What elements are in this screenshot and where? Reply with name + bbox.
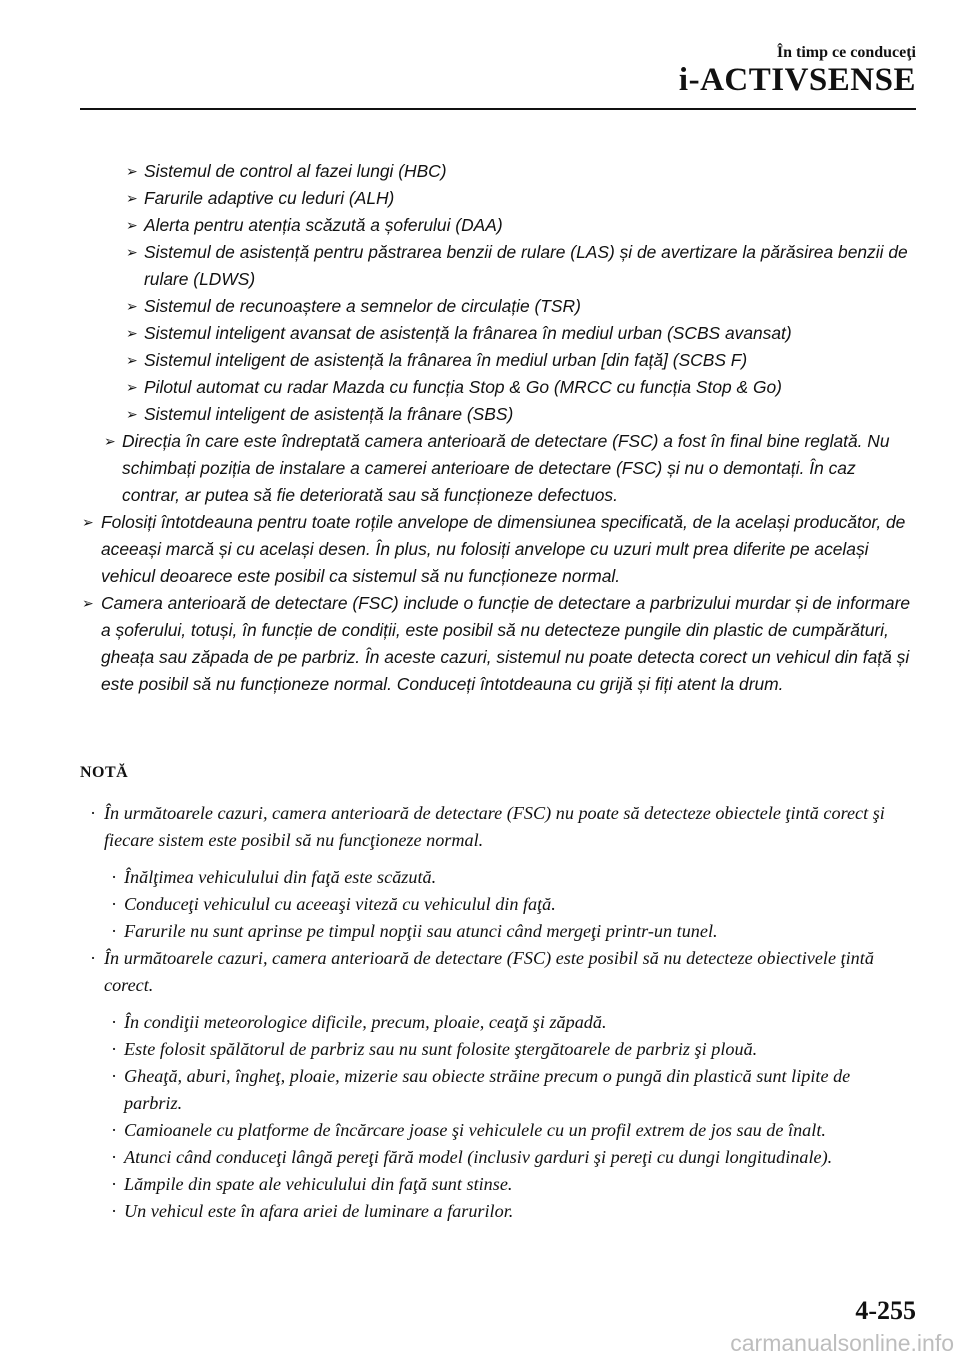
note-text: Atunci când conduceţi lângă pereţi fără model (inclusiv garduri şi pereţi cu dungi longitudinale). (124, 1147, 833, 1167)
spacer (0, 999, 960, 1009)
arrowhead-bullet-icon: ➢ (126, 163, 138, 179)
note-item (0, 1198, 912, 1225)
dot-bullet-icon: · (111, 1201, 118, 1221)
note-item (0, 1117, 912, 1144)
arrowhead-bullet-icon: ➢ (126, 190, 138, 206)
warning-text: Folosiți întotdeauna pentru toate roțile anvelope de dimensiunea specificată, de la același producător, de aceeași marcă și cu același desen. În plus, nu folosiți anvelope cu uzuri mult prea diferite pe același vehicul deoarece este posibil ca sistemul să nu funcționeze normal. (101, 512, 906, 586)
warning-item (0, 293, 960, 320)
warning-item (0, 428, 960, 509)
page-number: 4-255 (855, 1296, 916, 1325)
note-item (0, 800, 912, 854)
note-text: Înălţimea vehiculului din faţă este scăzută. (124, 867, 437, 887)
dot-bullet-icon: · (111, 1066, 118, 1086)
arrowhead-bullet-icon: ➢ (126, 352, 138, 368)
note-text: În următoarele cazuri, camera anterioară de detectare (FSC) nu poate să detecteze obiectele ţintă corect şi fiecare sistem este posibil să nu funcţioneze normal. (104, 803, 885, 850)
arrowhead-bullet-icon: ➢ (126, 244, 138, 260)
warning-text: Sistemul inteligent avansat de asistență la frânarea în mediul urban (SCBS avansat) (144, 323, 792, 343)
note-item (0, 1063, 912, 1117)
note-item (0, 891, 912, 918)
warning-text: Alerta pentru atenția scăzută a șoferului (DAA) (144, 215, 503, 235)
section-title: i-ACTIVSENSE (678, 62, 916, 98)
header-divider (80, 108, 916, 110)
warning-item (0, 590, 960, 698)
dot-bullet-icon: · (111, 894, 118, 914)
dot-bullet-icon: · (111, 1012, 118, 1032)
dot-bullet-icon: · (111, 921, 118, 941)
warning-item (0, 374, 960, 401)
note-text: Un vehicul este în afara ariei de luminare a farurilor. (124, 1201, 514, 1221)
note-text: Farurile nu sunt aprinse pe timpul nopţii sau atunci când mergeţi printr-un tunel. (124, 921, 718, 941)
warning-item (0, 212, 960, 239)
dot-bullet-icon: · (90, 948, 97, 968)
note-text: În condiţii meteorologice dificile, precum, ploaie, ceaţă şi zăpadă. (124, 1012, 607, 1032)
warning-text: Sistemul de recunoaștere a semnelor de circulație (TSR) (144, 296, 581, 316)
watermark: carmanualsonline.info (730, 1330, 954, 1356)
dot-bullet-icon: · (111, 1039, 118, 1059)
dot-bullet-icon: · (90, 803, 97, 823)
warning-text: Pilotul automat cu radar Mazda cu funcția Stop & Go (MRCC cu funcția Stop & Go) (144, 377, 782, 397)
warning-item (0, 347, 960, 374)
dot-bullet-icon: · (111, 1147, 118, 1167)
dot-bullet-icon: · (111, 1174, 118, 1194)
warning-text: Sistemul inteligent de asistență la frânarea în mediul urban [din față] (SCBS F) (144, 350, 748, 370)
warning-text: Farurile adaptive cu leduri (ALH) (144, 188, 395, 208)
note-text: În următoarele cazuri, camera anterioară de detectare (FSC) este posibil să nu detecteze obiectivele ţintă corect. (104, 948, 874, 995)
warning-text: Sistemul de asistență pentru păstrarea benzii de rulare (LAS) și de avertizare la părăsirea benzii de rulare (LDWS) (144, 242, 908, 289)
note-item (0, 918, 912, 945)
arrowhead-bullet-icon: ➢ (82, 514, 94, 530)
note-text: Este folosit spălătorul de parbriz sau nu sunt folosite ştergătoarele de parbriz şi plouă. (124, 1039, 758, 1059)
arrowhead-bullet-icon: ➢ (126, 406, 138, 422)
warning-item (0, 401, 960, 428)
warning-item (0, 239, 960, 293)
arrowhead-bullet-icon: ➢ (126, 217, 138, 233)
section-subtitle: În timp ce conduceţi (776, 44, 916, 61)
note-item (0, 1171, 912, 1198)
warning-text: Sistemul inteligent de asistență la frânare (SBS) (144, 404, 514, 424)
warning-item (0, 185, 960, 212)
dot-bullet-icon: · (111, 1120, 118, 1140)
spacer (0, 854, 960, 864)
note-heading: NOTĂ (80, 764, 129, 781)
note-text: Gheaţă, aburi, îngheţ, ploaie, mizerie sau obiecte străine precum o pungă din plastică sunt lipite de parbriz. (124, 1066, 851, 1113)
note-item (0, 864, 912, 891)
note-text: Camioanele cu platforme de încărcare joase şi vehiculele cu un profil extrem de jos sau de înalt. (124, 1120, 826, 1140)
dot-bullet-icon: · (111, 867, 118, 887)
warning-text: Direcția în care este îndreptată camera anterioară de detectare (FSC) a fost în final bine reglată. Nu schimbați poziția de instalare a camerei anterioare de detectare (FSC) și nu o demontați. În caz contrar, ar putea să fie deteriorată sau să funcționeze defectuos. (122, 431, 890, 505)
note-item (0, 945, 912, 999)
arrowhead-bullet-icon: ➢ (104, 433, 116, 449)
warning-text: Sistemul de control al fazei lungi (HBC) (144, 161, 447, 181)
warning-text: Camera anterioară de detectare (FSC) include o funcție de detectare a parbrizului murdar și de informare a șoferului, totuși, în funcție de condiții, este posibil să nu detecteze pungile din plastic de cumpărături, gheața sau zăpada de pe parbriz. În aceste cazuri, sistemul nu poate detecta corect un vehicul din față și este posibil să nu funcționeze normal. Conduceți întotdeauna cu grijă și fiți atent la drum. (101, 593, 911, 694)
warning-item (0, 509, 960, 590)
arrowhead-bullet-icon: ➢ (82, 595, 94, 611)
note-item (0, 1036, 912, 1063)
note-text: Lămpile din spate ale vehiculului din faţă sunt stinse. (124, 1174, 513, 1194)
arrowhead-bullet-icon: ➢ (126, 325, 138, 341)
note-text: Conduceţi vehiculul cu aceeaşi viteză cu vehiculul din faţă. (124, 894, 556, 914)
note-item (0, 1009, 912, 1036)
warning-item (0, 158, 960, 185)
note-list (0, 800, 960, 1225)
warning-item (0, 320, 960, 347)
arrowhead-bullet-icon: ➢ (126, 298, 138, 314)
arrowhead-bullet-icon: ➢ (126, 379, 138, 395)
warning-list (0, 158, 960, 698)
note-item (0, 1144, 912, 1171)
